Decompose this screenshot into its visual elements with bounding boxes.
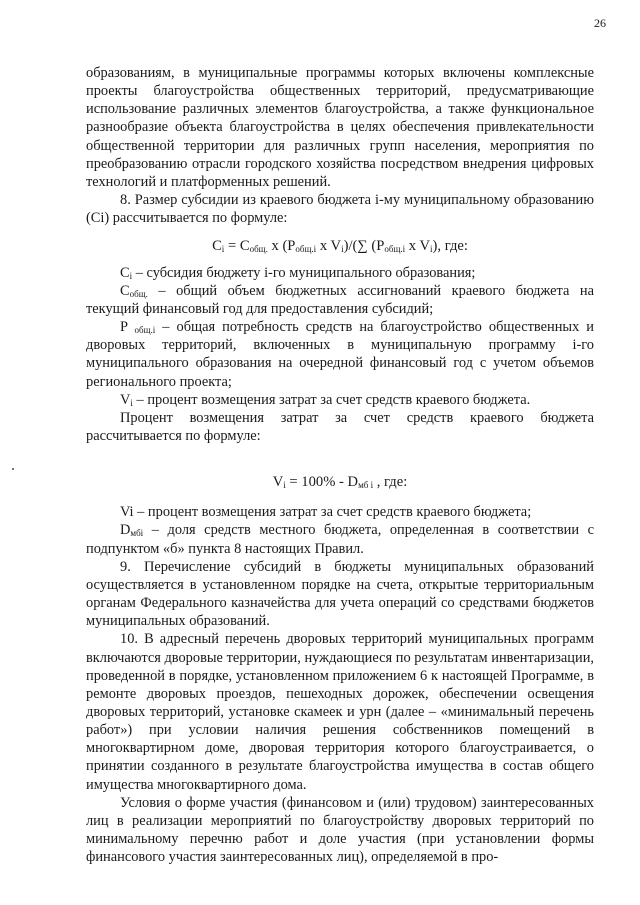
formula-percent: $V_i = 100\% - D_{мб i}$ , где: (272, 474, 408, 491)
paragraph-8: 8. Размер субсидии из краевого бюджета i-му муниципальному образованию (Ci) рассчитывается по формуле: (86, 192, 594, 227)
page-number: 26 (594, 16, 606, 30)
margin-mark (12, 468, 14, 470)
definition-ci: $C_i$ – субсидия бюджету i-го муниципального образования; (120, 264, 476, 281)
paragraph-percent-formula: Процент возмещения затрат за счет средств краевого бюджета рассчитывается по формуле: (86, 409, 594, 444)
definition-dmbi: $D_{мбi}$ – доля средств местного бюджета, определенная в соответствии с подпунктом «б» пункта 8 настоящих Правил. (86, 522, 594, 557)
paragraph-9: 9. Перечисление субсидий в бюджеты муниципальных образований осуществляется в установленном порядке на счета, открытые территориальным органам Федерального казначейства для учета операций со средствами бюджетов муниципальных образований. (86, 558, 594, 630)
paragraph-10: 10. В адресный перечень дворовых территорий муниципальных программ включаются дворовые территории, нуждающиеся по результатам инвентаризации, проведенной в порядке, установленном приложением 6 к настоящей Программе, в ремонте дворовых проездов, пешеходных дорожек, обеспечении освещения дворовых территорий, установке скамеек и урн (далее – «минимальный перечень работ») при условии наличия решения собственников помещений в многоквартирном доме, дворовая территория которого благоустраивается, о принятии созданного в результате благоустройства имущества в состав общего имущества многоквартирного дома. (86, 631, 594, 793)
definition-pobshi: P $_{общ.i}$ – общая потребность средств на благоустройство общественных и дворовых территорий, включенных в муниципальную программу i-го муниципального образования на очередной финансовый год с учетом объемов регионального проекта; (86, 319, 594, 390)
definition-vi-2: Vi – процент возмещения затрат за счет средств краевого бюджета; (120, 504, 532, 521)
paragraph-1: образованиям, в муниципальные программы которых включены комплексные проекты благоустройства общественных территорий, предусматривающие использование различных элементов благоустройства, а также функциональное разнообразие объекта благоустройства в целях обеспечения привлекательности общественной территории для различных групп населения, мероприятия по преобразованию отрасли городского хозяйства посредством внедрения цифровых технологий и платформенных решений. (86, 65, 594, 190)
formula-subsidy: $C_i = C_{общ.}$ x ($P_{общ.i}$ x $V_i)/(\sum$ ($P_{общ.i}$ x $V_i$), где: (212, 238, 468, 255)
definition-cobsh: $C_{общ.}$ – общий объем бюджетных ассигнований краевого бюджета на текущий финансовый год для предоставления субсидий; (86, 282, 594, 317)
body-text (86, 64, 594, 866)
paragraph-conditions: Условия о форме участия (финансовом и (или) трудовом) заинтересованных лиц в реализации мероприятий по благоустройству дворовых территорий по минимальному перечню работ и доле участия (при установлении формы финансового участия заинтересованных лиц), определяемой в про- (86, 794, 594, 866)
definition-vi: $V_i$ – процент возмещения затрат за счет средств краевого бюджета. (120, 391, 531, 408)
